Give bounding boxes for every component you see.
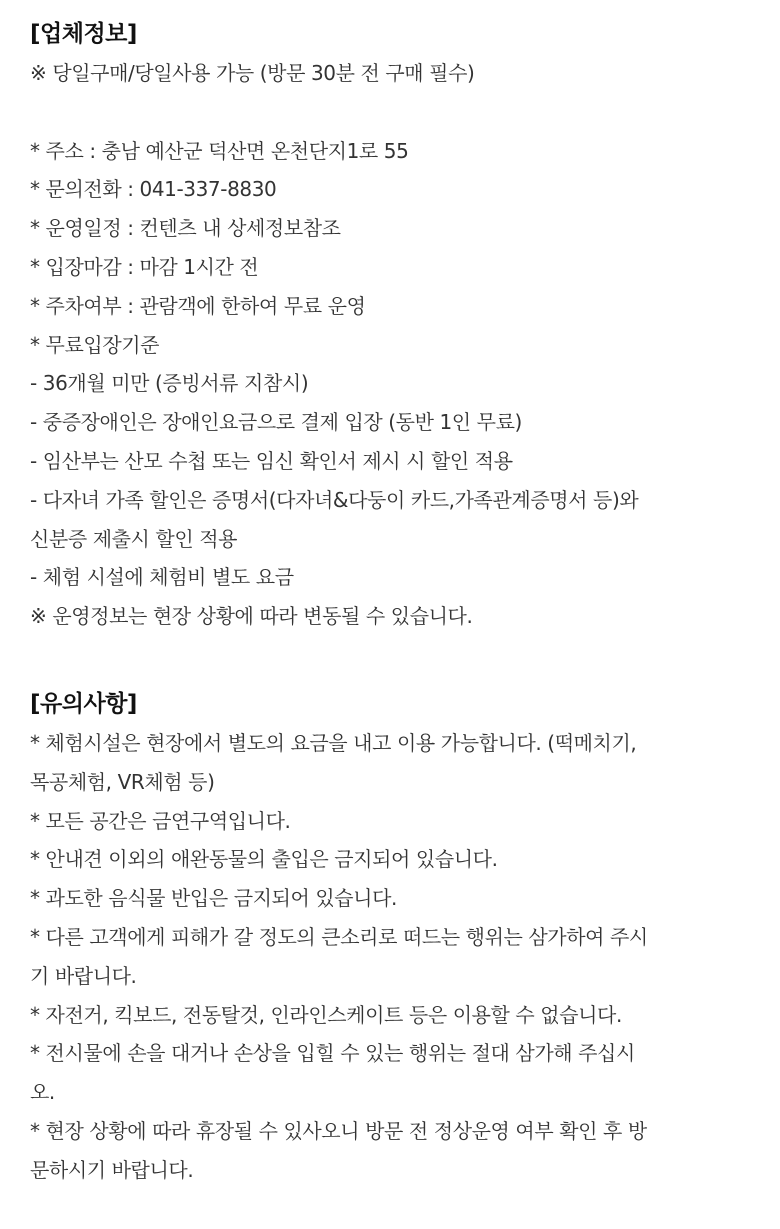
info-line-change-notice: ※ 운영정보는 현장 상황에 따라 변동될 수 있습니다. [30, 604, 473, 629]
caution-line: * 체험시설은 현장에서 별도의 요금을 내고 이용 가능합니다. (떡메치기, [30, 730, 637, 755]
section-heading-cautions: [유의사항] [30, 690, 137, 717]
info-line-phone: * 문의전화 : 041-337-8830 [30, 177, 277, 202]
info-line-address: * 주소 : 충남 예산군 덕산면 온천단지1로 55 [30, 138, 409, 163]
caution-line: * 안내견 이외의 애완동물의 출입은 금지되어 있습니다. [30, 847, 498, 872]
info-line-parking: * 주차여부 : 관람객에 한하여 무료 운영 [30, 293, 366, 318]
info-line-schedule: * 운영일정 : 컨텐츠 내 상세정보참조 [30, 216, 341, 241]
caution-line: * 자전거, 킥보드, 전동탈것, 인라인스케이트 등은 이용할 수 없습니다. [30, 1002, 622, 1027]
info-line-multichild-cont: 신분증 제출시 할인 적용 [30, 526, 238, 551]
caution-line: 오. [30, 1080, 55, 1105]
caution-line: 문하시기 바랍니다. [30, 1157, 194, 1182]
document-body [30, 14, 765, 1190]
purchase-notice: ※ 당일구매/당일사용 가능 (방문 30분 전 구매 필수) [30, 61, 475, 85]
info-line-pregnant: - 임산부는 산모 수첩 또는 임신 확인서 제시 시 할인 적용 [30, 448, 513, 473]
info-line-disabled: - 중증장애인은 장애인요금으로 결제 입장 (동반 1인 무료) [30, 410, 522, 435]
section-heading-company-info: [업체정보] [30, 21, 137, 47]
info-line-multichild: - 다자녀 가족 할인은 증명서(다자녀&다둥이 카드,가족관계증명서 등)와 [30, 487, 639, 512]
info-line-closing: * 입장마감 : 마감 1시간 전 [30, 254, 259, 279]
caution-line: * 과도한 음식물 반입은 금지되어 있습니다. [30, 886, 397, 911]
caution-line: 목공체험, VR체험 등) [30, 769, 215, 794]
caution-list [30, 724, 765, 1190]
info-line-experience-fee: - 체험 시설에 체험비 별도 요금 [30, 565, 294, 590]
caution-line: * 전시물에 손을 대거나 손상을 입힐 수 있는 행위는 절대 삼가해 주십시 [30, 1041, 635, 1066]
info-line-under-36-months: - 36개월 미만 (증빙서류 지참시) [30, 371, 309, 396]
company-info-list [30, 132, 765, 636]
caution-line: * 다른 고객에게 피해가 갈 정도의 큰소리로 떠드는 행위는 삼가하여 주시 [30, 924, 648, 949]
caution-line: * 현장 상황에 따라 휴장될 수 있사오니 방문 전 정상운영 여부 확인 후 방 [30, 1118, 647, 1143]
spacer [30, 93, 765, 132]
spacer [30, 636, 765, 684]
info-line-free-entry: * 무료입장기준 [30, 332, 160, 357]
caution-line: * 모든 공간은 금연구역입니다. [30, 808, 291, 833]
caution-line: 기 바랍니다. [30, 963, 137, 988]
